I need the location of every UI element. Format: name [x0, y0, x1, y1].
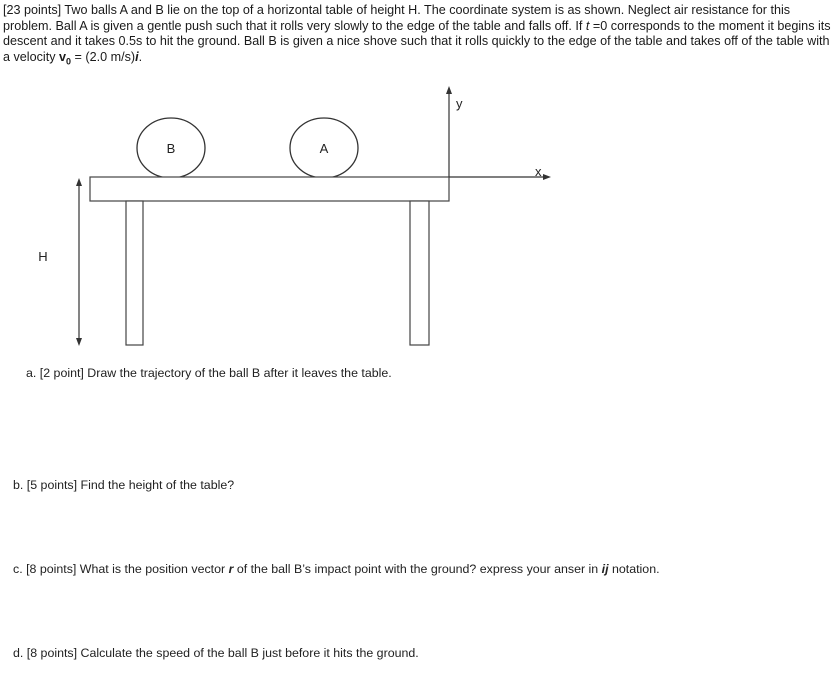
y-axis-label: y — [456, 96, 463, 111]
x-axis-arrow — [543, 174, 551, 180]
height-label: H — [38, 249, 48, 264]
question-c: c. [8 points] What is the position vector r of the ball B’s impact point with the ground? express your anser in ij notation. — [13, 562, 660, 576]
y-axis-arrow — [446, 86, 452, 94]
position-vector-symbol: r — [228, 562, 234, 576]
ball-b-label: B — [166, 141, 176, 156]
problem-text-3: = (2.0 m/s) — [71, 49, 136, 64]
question-a: a. [2 point] Draw the trajectory of the ball B after it leaves the table. — [26, 366, 392, 380]
height-arrow-bottom — [76, 338, 82, 346]
height-arrow-top — [76, 178, 82, 186]
table-leg-right — [410, 201, 429, 345]
question-b: b. [5 points] Find the height of the table? — [13, 478, 235, 492]
table-top — [90, 177, 449, 201]
time-symbol: t — [585, 18, 590, 33]
x-axis-label: x — [535, 164, 542, 179]
question-d: d. [8 points] Calculate the speed of the ball B just before it hits the ground. — [13, 646, 419, 660]
problem-text-4: . — [138, 49, 143, 64]
problem-text-2: =0 corresponds to the moment it begins its descent and it takes 0.5s to hit the ground. Ball B is given a nice shove such that it rolls quickly to the edge of the table and takes off of the table with a velocity — [3, 18, 831, 64]
problem-text-1: [23 points] Two balls A and B lie on the top of a horizontal table of height H. The coordinate system is as shown. Neglect air resistance for this problem. Ball A is given a gentle push such that it rolls very slowly to the edge of the table and falls off. If — [3, 3, 791, 33]
table-leg-left — [126, 201, 143, 345]
ij-notation-symbol: ij — [601, 562, 609, 576]
velocity-symbol: $v_0$ — [59, 49, 72, 67]
unit-vector-i: i — [135, 49, 139, 64]
ball-a-label: A — [319, 141, 329, 156]
